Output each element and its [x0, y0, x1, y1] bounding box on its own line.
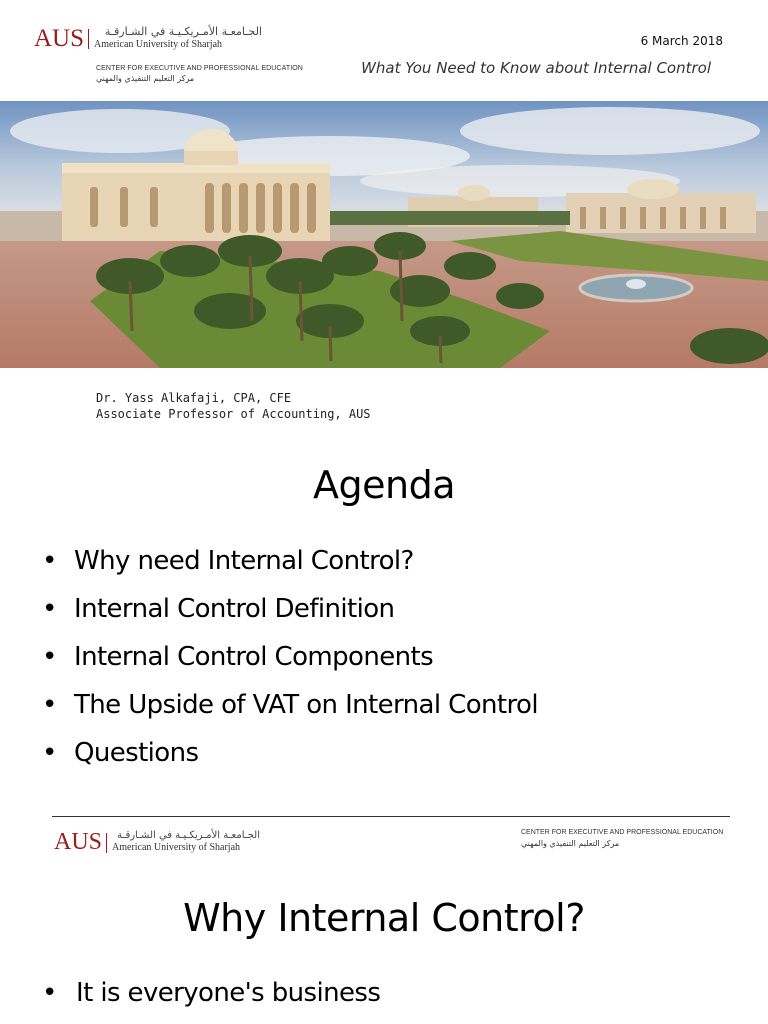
- list-item-text: Questions: [74, 738, 199, 768]
- agenda-list: [42, 540, 538, 780]
- bullet-icon: •: [42, 690, 57, 720]
- talk-title: What You Need to Know about Internal Control: [361, 59, 711, 77]
- presentation-date: 6 March 2018: [640, 34, 723, 48]
- bullet-icon: •: [42, 594, 57, 624]
- list-item-text: Internal Control Definition: [74, 594, 395, 624]
- aus-logo-slide2: [54, 830, 284, 860]
- list-item: [42, 732, 538, 780]
- list-item: [42, 588, 538, 636]
- bullet-icon: •: [42, 546, 57, 576]
- logo-separator: [88, 29, 89, 49]
- center-name-english: CENTER FOR EXECUTIVE AND PROFESSIONAL EDUCATION: [96, 65, 303, 72]
- bullet-icon: •: [42, 738, 57, 768]
- slide-divider: [52, 816, 730, 817]
- list-item: [42, 684, 538, 732]
- list-item-text: Internal Control Components: [74, 642, 434, 672]
- center-name-arabic: مركز التعليم التنفيذي والمهني: [96, 74, 195, 83]
- slide-title: Why Internal Control?: [183, 896, 585, 940]
- campus-photo: [0, 101, 768, 368]
- logo-arabic-name: الجـامعـة الأمـريكـيـة في الشـارقـة: [117, 830, 260, 841]
- logo-arabic-name: الجـامعـة الأمـريكـيـة في الشـارقـة: [104, 25, 262, 38]
- list-item-text: The Upside of VAT on Internal Control: [74, 690, 538, 720]
- logo-abbr: AUS: [54, 829, 103, 855]
- center-name-english: CENTER FOR EXECUTIVE AND PROFESSIONAL EDUCATION: [521, 829, 724, 836]
- bullet-icon: •: [42, 642, 57, 672]
- list-item: [42, 972, 380, 1014]
- list-item: [42, 636, 538, 684]
- bullet-icon: •: [42, 978, 57, 1008]
- aus-logo: [34, 25, 303, 86]
- center-name-arabic: مركز التعليم التنفيذي والمهني: [521, 839, 620, 848]
- agenda-title: Agenda: [313, 463, 455, 507]
- logo-english-name: American University of Sharjah: [94, 39, 223, 50]
- logo-separator: [106, 833, 107, 853]
- list-item: [42, 540, 538, 588]
- logo-english-name: American University of Sharjah: [112, 842, 241, 853]
- list-item-text: It is everyone's business: [76, 978, 381, 1008]
- logo-abbr: AUS: [34, 25, 85, 52]
- presenter-name: Dr. Yass Alkafaji, CPA, CFE: [96, 391, 292, 405]
- presenter-position: Associate Professor of Accounting, AUS: [96, 407, 371, 421]
- presenter-info: [96, 390, 371, 422]
- slide2-bullet-list: [42, 972, 380, 1014]
- list-item-text: Why need Internal Control?: [74, 546, 414, 576]
